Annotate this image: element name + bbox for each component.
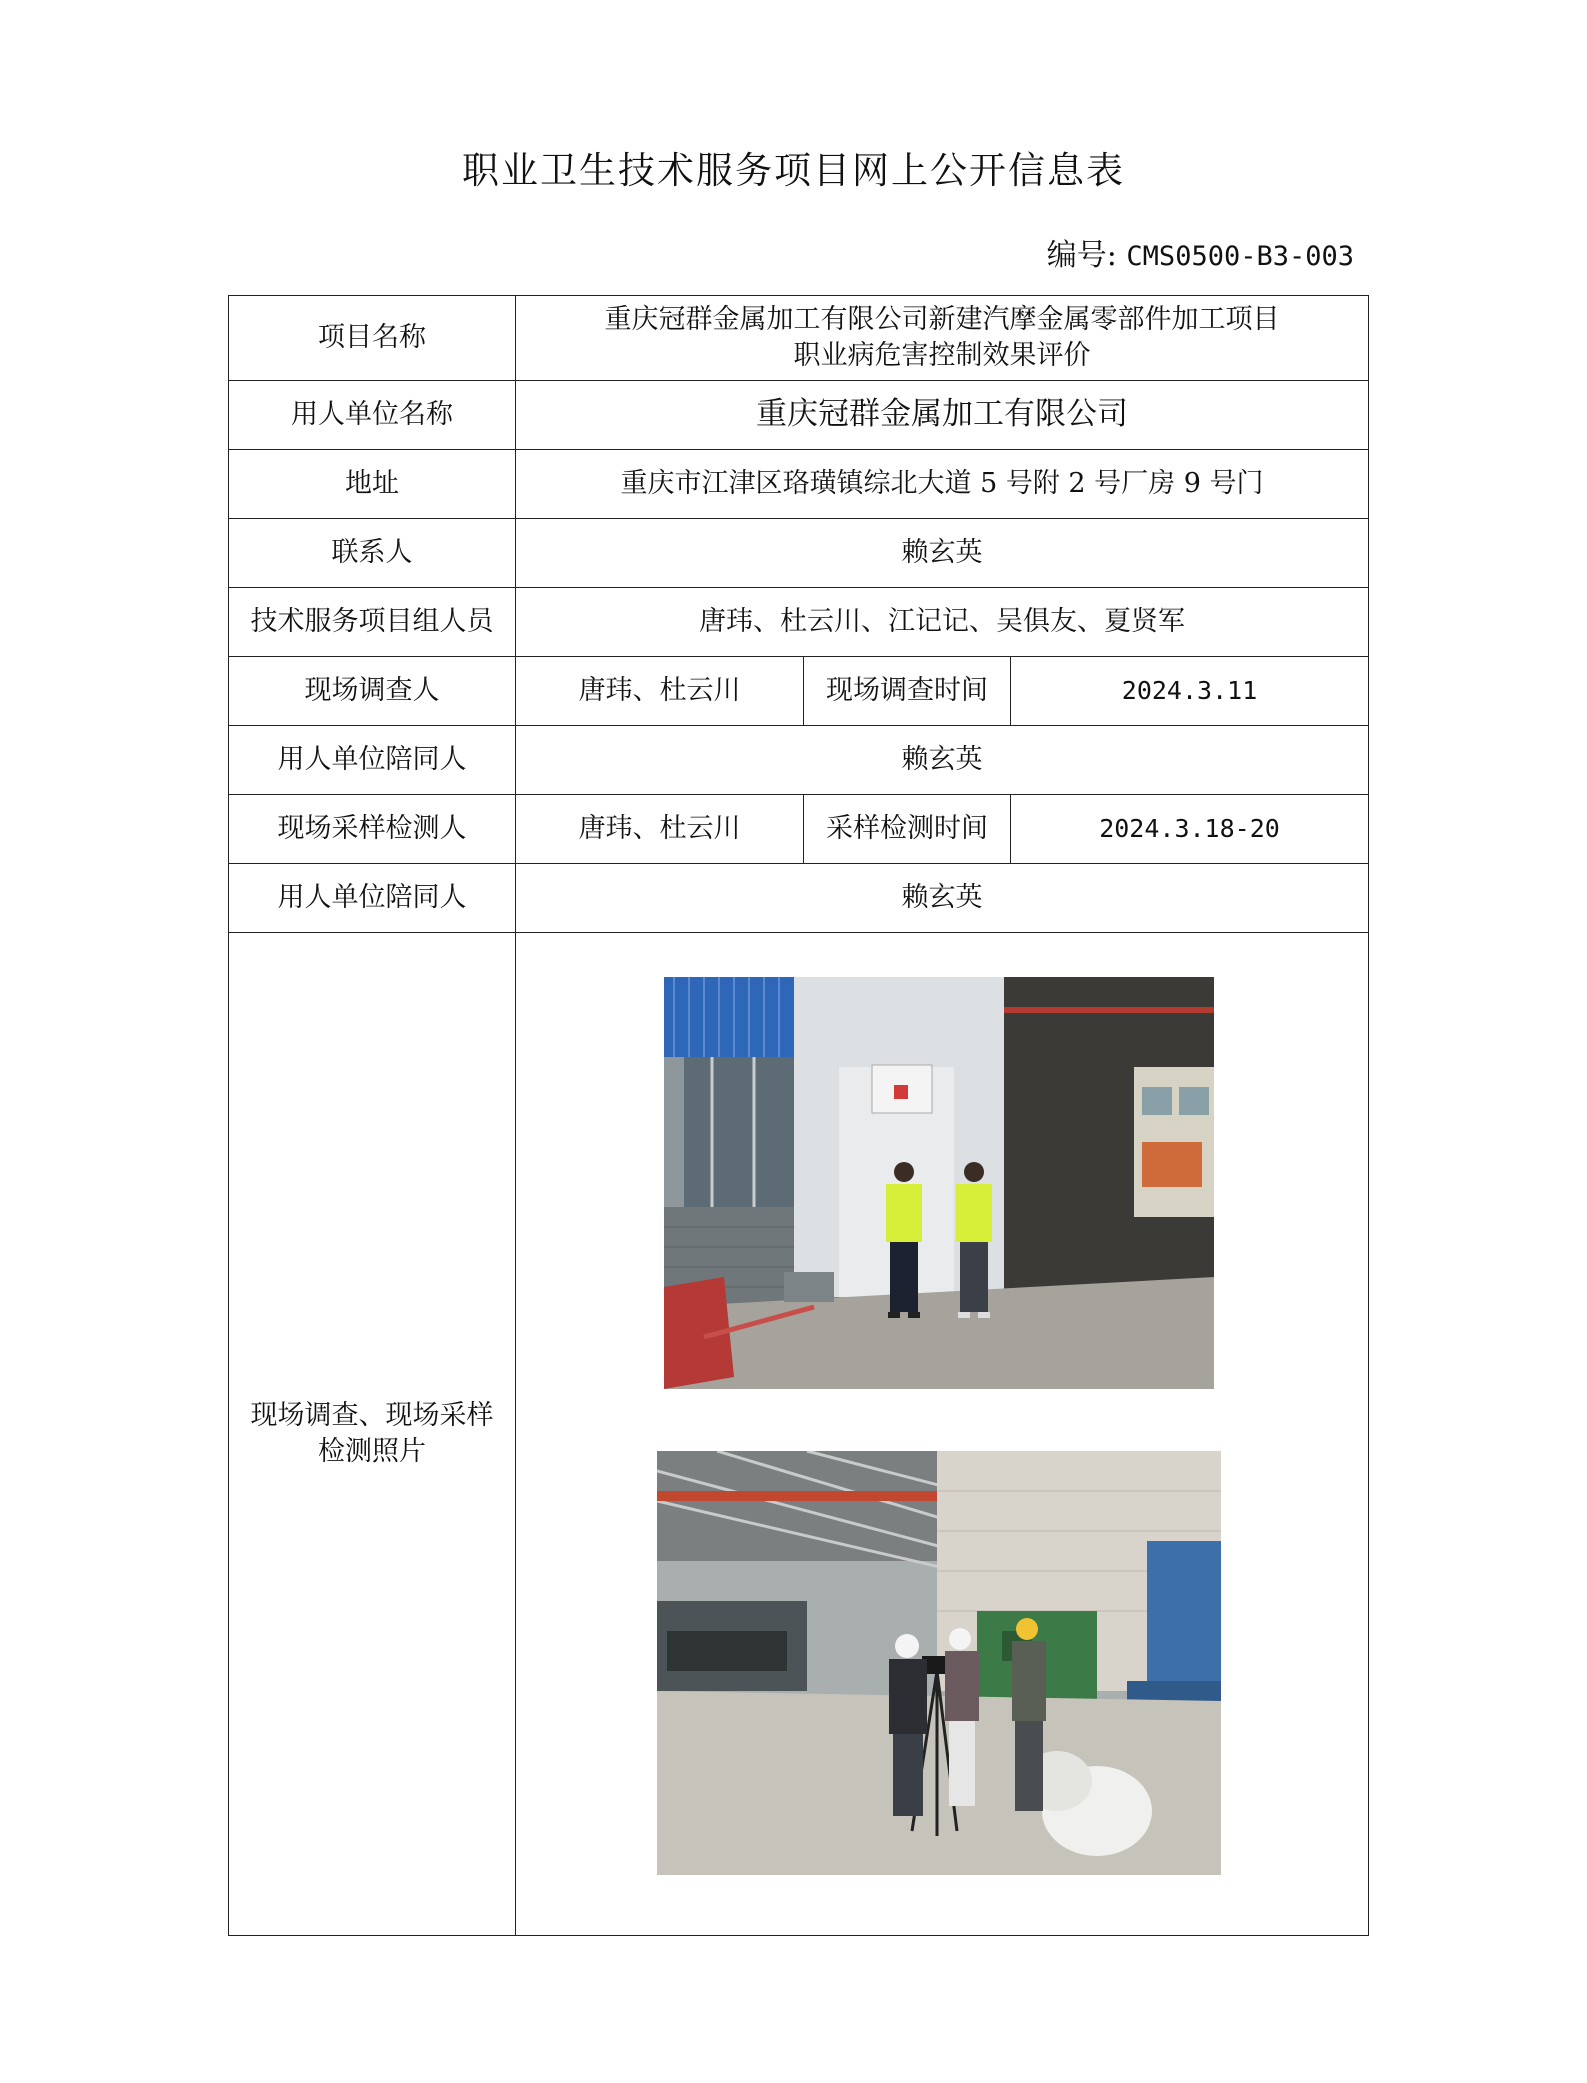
- row-sampling-escort: [229, 864, 1369, 933]
- sampling-time-value: 2024.3.18-20: [1011, 795, 1369, 864]
- project-name-value: [516, 296, 1369, 381]
- survey-value: 唐玮、杜云川: [516, 657, 804, 726]
- site-survey-photo: [664, 977, 1214, 1389]
- sampling-value: 唐玮、杜云川: [516, 795, 804, 864]
- employer-label: 用人单位名称: [229, 381, 516, 450]
- team-label: 技术服务项目组人员: [229, 588, 516, 657]
- sampling-escort-label: 用人单位陪同人: [229, 864, 516, 933]
- survey-escort-label: 用人单位陪同人: [229, 726, 516, 795]
- survey-escort-value: 赖玄英: [516, 726, 1369, 795]
- document-number-value: CMS0500-B3-003: [1126, 241, 1354, 272]
- contact-value: 赖玄英: [516, 519, 1369, 588]
- project-name-line1: 重庆冠群金属加工有限公司新建汽摩金属零部件加工项目: [604, 303, 1280, 335]
- row-contact: [229, 519, 1369, 588]
- survey-label: 现场调查人: [229, 657, 516, 726]
- row-survey-escort: [229, 726, 1369, 795]
- photos-label: [229, 933, 516, 1936]
- row-team: [229, 588, 1369, 657]
- project-name-line2: 职业病危害控制效果评价: [793, 340, 1091, 371]
- project-name-label: 项目名称: [229, 296, 516, 381]
- address-value: 重庆市江津区珞璜镇综北大道 5 号附 2 号厂房 9 号门: [516, 450, 1369, 519]
- row-employer: [229, 381, 1369, 450]
- row-address: [229, 450, 1369, 519]
- document-title: 职业卫生技术服务项目网上公开信息表: [462, 149, 1125, 192]
- document-number: [1047, 230, 1354, 274]
- row-sampling: [229, 795, 1369, 864]
- survey-time-value: 2024.3.11: [1011, 657, 1369, 726]
- team-value: 唐玮、杜云川、江记记、吴俱友、夏贤军: [516, 588, 1369, 657]
- photos-cell: [516, 933, 1369, 1936]
- sampling-escort-value: 赖玄英: [516, 864, 1369, 933]
- row-project-name: [229, 296, 1369, 381]
- site-sampling-photo: [657, 1451, 1221, 1875]
- contact-label: 联系人: [229, 519, 516, 588]
- row-photos: [229, 933, 1369, 1936]
- photos-label-line2: 检测照片: [318, 1436, 426, 1467]
- photos-label-line1: 现场调查、现场采样: [250, 1399, 494, 1431]
- document-number-label: 编号:: [1046, 238, 1117, 273]
- sampling-time-label: 采样检测时间: [804, 795, 1011, 864]
- survey-time-label: 现场调查时间: [804, 657, 1011, 726]
- address-label: 地址: [229, 450, 516, 519]
- employer-value: 重庆冠群金属加工有限公司: [516, 381, 1369, 450]
- row-survey: [229, 657, 1369, 726]
- info-table: [228, 295, 1369, 1936]
- sampling-label: 现场采样检测人: [229, 795, 516, 864]
